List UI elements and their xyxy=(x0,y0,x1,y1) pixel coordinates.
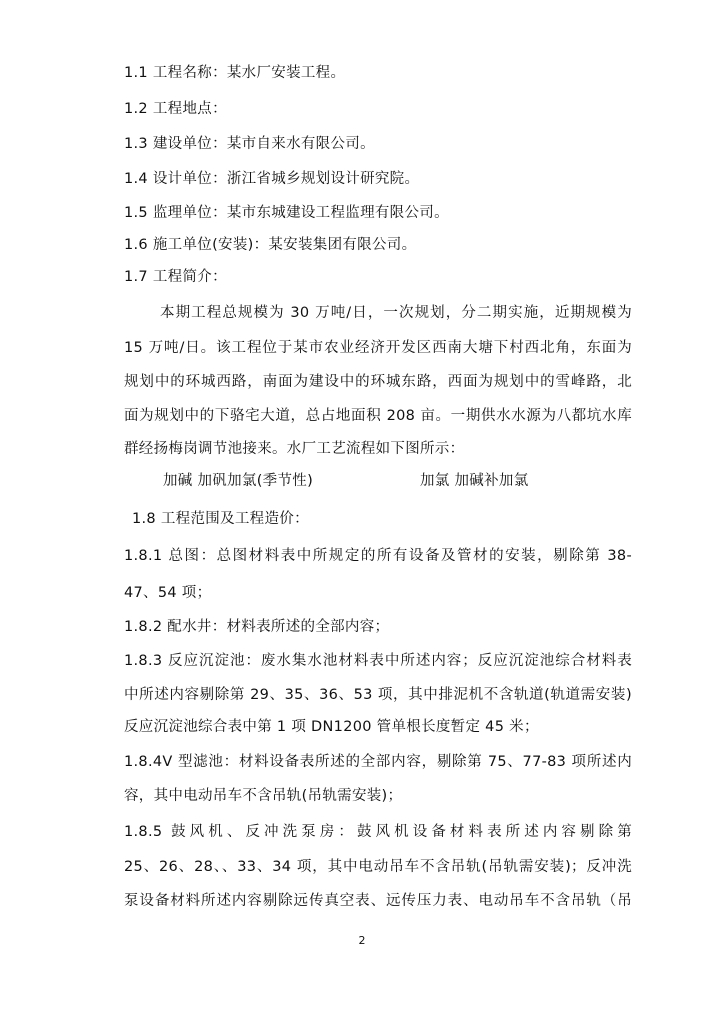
section-1-8: 1.8 工程范围及工程造价： xyxy=(132,511,309,527)
section-1-2: 1.2 工程地点： xyxy=(124,101,227,117)
item-1-8-1-line-2: 47、54 项； xyxy=(124,585,212,601)
section-1-7: 1.7 工程简介： xyxy=(124,269,227,285)
item-1-8-2: 1.8.2 配水井：材料表所述的全部内容； xyxy=(124,619,390,635)
item-1-8-5-line-3: 泵设备材料所述内容剔除远传真空表、远传压力表、电动吊车不含吊轨（吊 xyxy=(124,893,632,909)
flow-label-left: 加碱 加矾加氯(季节性) xyxy=(163,473,314,489)
intro-line-1: 本期工程总规模为 30 万吨/日，一次规划，分二期实施，近期规模为 xyxy=(160,305,632,321)
intro-line-4: 面为规划中的下骆宅大道，总占地面积 208 亩。一期供水水源为八都坑水库 xyxy=(124,408,632,424)
flow-label-right: 加氯 加碱补加氯 xyxy=(420,473,529,489)
item-1-8-5-line-2: 25、26、28、、33、34 项，其中电动吊车不含吊轨(吊轨需安装)；反冲洗 xyxy=(124,859,632,875)
item-1-8-4-line-1: 1.8.4V 型滤池：材料设备表所述的全部内容，剔除第 75、77-83 项所述内 xyxy=(124,754,632,770)
section-1-5: 1.5 监理单位：某市东城建设工程监理有限公司。 xyxy=(124,205,449,221)
section-1-4: 1.4 设计单位：浙江省城乡规划设计研究院。 xyxy=(124,171,420,187)
item-1-8-3-line-1: 1.8.3 反应沉淀池：废水集水池材料表中所述内容；反应沉淀池综合材料表 xyxy=(124,653,632,669)
item-1-8-3-line-3: 反应沉淀池综合表中第 1 项 DN1200 管单根长度暂定 45 米； xyxy=(124,719,539,735)
section-1-3: 1.3 建设单位：某市自来水有限公司。 xyxy=(124,136,375,152)
section-1-1: 1.1 工程名称：某水厂安装工程。 xyxy=(124,65,346,81)
item-1-8-3-line-2: 中所述内容剔除第 29、35、36、53 项，其中排泥机不含轨道(轨道需安装) xyxy=(124,687,632,703)
intro-line-3: 规划中的环城西路，南面为建设中的环城东路，西面为规划中的雪峰路，北 xyxy=(124,374,632,390)
page-number: 2 xyxy=(358,934,366,947)
item-1-8-5-line-1: 1.8.5 鼓风机、反冲洗泵房：鼓风机设备材料表所述内容剔除第 xyxy=(124,824,632,840)
intro-line-2: 15 万吨/日。该工程位于某市农业经济开发区西南大塘下村西北角，东面为 xyxy=(124,340,632,356)
item-1-8-4-line-2: 容，其中电动吊车不含吊轨(吊轨需安装)； xyxy=(124,788,403,804)
section-1-6: 1.6 施工单位(安装)：某安装集团有限公司。 xyxy=(124,237,417,253)
item-1-8-1-line-1: 1.8.1 总图：总图材料表中所规定的所有设备及管材的安装，剔除第 38- xyxy=(124,548,632,564)
intro-line-5: 群经扬梅岗调节池接来。水厂工艺流程如下图所示： xyxy=(124,441,465,457)
